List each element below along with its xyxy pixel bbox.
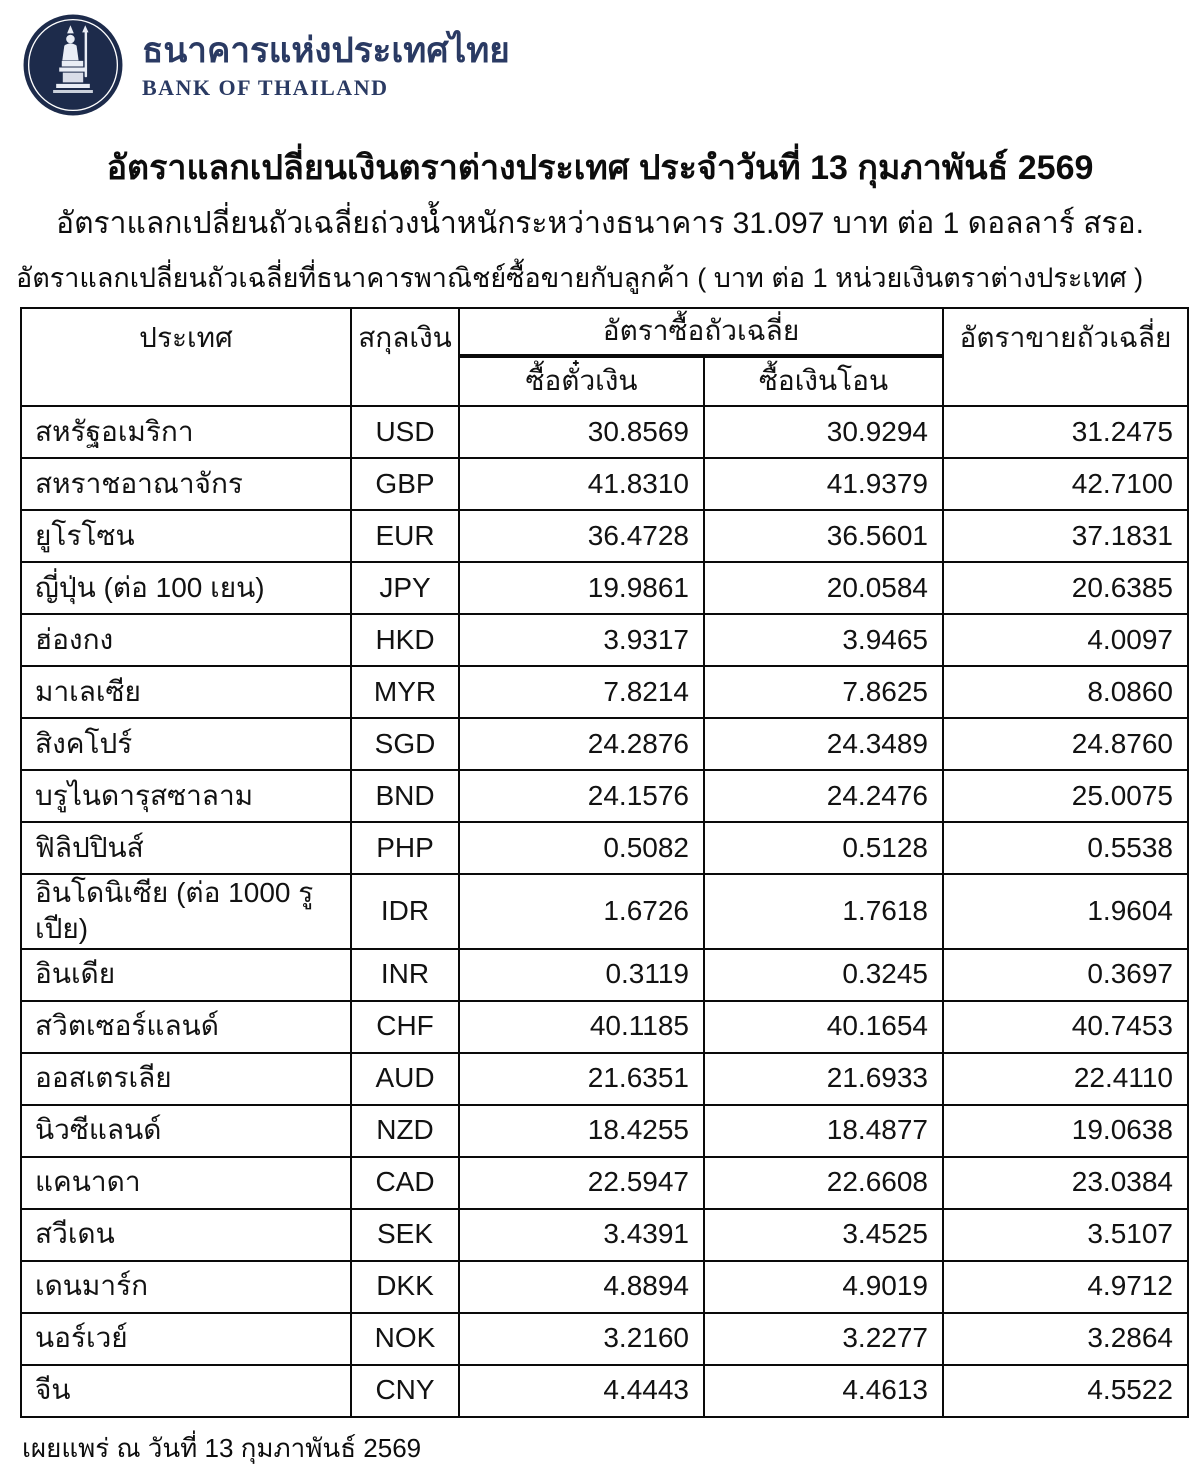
buying-sight-cell: 3.9317 — [459, 614, 704, 666]
table-row — [21, 1105, 1188, 1157]
selling-cell: 0.3697 — [943, 949, 1188, 1001]
selling-cell: 0.5538 — [943, 822, 1188, 874]
country-cell: ญี่ปุ่น (ต่อ 100 เยน) — [21, 562, 351, 614]
currency-cell: NOK — [351, 1313, 459, 1365]
buying-transfer-cell: 22.6608 — [704, 1157, 943, 1209]
buying-transfer-cell: 36.5601 — [704, 510, 943, 562]
buying-sight-cell: 3.4391 — [459, 1209, 704, 1261]
currency-cell: INR — [351, 949, 459, 1001]
country-cell: อินเดีย — [21, 949, 351, 1001]
brand-header — [0, 0, 1200, 120]
buying-transfer-cell: 7.8625 — [704, 666, 943, 718]
buying-transfer-cell: 20.0584 — [704, 562, 943, 614]
country-cell: มาเลเซีย — [21, 666, 351, 718]
currency-cell: EUR — [351, 510, 459, 562]
selling-cell: 3.5107 — [943, 1209, 1188, 1261]
page-title: อัตราแลกเปลี่ยนเงินตราต่างประเทศ ประจำวันที่ 13 กุมภาพันธ์ 2569 — [106, 149, 1094, 187]
table-header — [21, 308, 1188, 406]
buying-transfer-cell: 1.7618 — [704, 874, 943, 949]
country-cell: จีน — [21, 1365, 351, 1417]
currency-cell: DKK — [351, 1261, 459, 1313]
country-cell: สวีเดน — [21, 1209, 351, 1261]
selling-cell: 37.1831 — [943, 510, 1188, 562]
buying-sight-cell: 24.1576 — [459, 770, 704, 822]
currency-cell: SGD — [351, 718, 459, 770]
currency-cell: CAD — [351, 1157, 459, 1209]
table-row — [21, 510, 1188, 562]
buying-sight-cell: 4.8894 — [459, 1261, 704, 1313]
currency-cell: USD — [351, 406, 459, 458]
interbank-average-subtitle: อัตราแลกเปลี่ยนถัวเฉลี่ยถ่วงน้ำหนักระหว่างธนาคาร 31.097 บาท ต่อ 1 ดอลลาร์ สรอ. — [56, 206, 1144, 240]
table-row — [21, 1001, 1188, 1053]
selling-cell: 22.4110 — [943, 1053, 1188, 1105]
table-row — [21, 614, 1188, 666]
buying-sight-cell: 18.4255 — [459, 1105, 704, 1157]
buying-transfer-cell: 40.1654 — [704, 1001, 943, 1053]
col-header-buying: อัตราซื้อถัวเฉลี่ย — [459, 308, 943, 356]
selling-cell: 23.0384 — [943, 1157, 1188, 1209]
buying-transfer-cell: 4.9019 — [704, 1261, 943, 1313]
selling-cell: 8.0860 — [943, 666, 1188, 718]
selling-cell: 25.0075 — [943, 770, 1188, 822]
buying-transfer-cell: 0.5128 — [704, 822, 943, 874]
currency-cell: CNY — [351, 1365, 459, 1417]
country-cell: นอร์เวย์ — [21, 1313, 351, 1365]
buying-transfer-cell: 24.2476 — [704, 770, 943, 822]
bank-of-thailand-logo-icon — [22, 14, 124, 116]
table-row — [21, 1313, 1188, 1365]
country-cell: สหรัฐอเมริกา — [21, 406, 351, 458]
country-cell: ฟิลิปปินส์ — [21, 822, 351, 874]
table-row — [21, 562, 1188, 614]
currency-cell: SEK — [351, 1209, 459, 1261]
table-row — [21, 666, 1188, 718]
buying-transfer-cell: 41.9379 — [704, 458, 943, 510]
table-row — [21, 1365, 1188, 1417]
table-row — [21, 949, 1188, 1001]
table-row — [21, 822, 1188, 874]
published-date: เผยแพร่ ณ วันที่ 13 กุมภาพันธ์ 2569 — [22, 1432, 422, 1463]
table-row — [21, 874, 1188, 949]
buying-sight-cell: 3.2160 — [459, 1313, 704, 1365]
table-row — [21, 770, 1188, 822]
table-row — [21, 718, 1188, 770]
buying-transfer-cell: 30.9294 — [704, 406, 943, 458]
buying-sight-cell: 41.8310 — [459, 458, 704, 510]
country-cell: สิงคโปร์ — [21, 718, 351, 770]
brand-name-thai: ธนาคารแห่งประเทศไทย — [142, 30, 510, 70]
buying-transfer-cell: 0.3245 — [704, 949, 943, 1001]
buying-sight-cell: 0.5082 — [459, 822, 704, 874]
country-cell: ออสเตรเลีย — [21, 1053, 351, 1105]
country-cell: แคนาดา — [21, 1157, 351, 1209]
selling-cell: 40.7453 — [943, 1001, 1188, 1053]
buying-sight-cell: 4.4443 — [459, 1365, 704, 1417]
currency-cell: HKD — [351, 614, 459, 666]
currency-cell: PHP — [351, 822, 459, 874]
selling-cell: 19.0638 — [943, 1105, 1188, 1157]
selling-cell: 42.7100 — [943, 458, 1188, 510]
buying-transfer-cell: 3.4525 — [704, 1209, 943, 1261]
country-cell: สหราชอาณาจักร — [21, 458, 351, 510]
country-cell: ฮ่องกง — [21, 614, 351, 666]
buying-sight-cell: 22.5947 — [459, 1157, 704, 1209]
currency-cell: NZD — [351, 1105, 459, 1157]
exchange-rates-table — [20, 307, 1189, 1418]
buying-sight-cell: 30.8569 — [459, 406, 704, 458]
buying-transfer-cell: 4.4613 — [704, 1365, 943, 1417]
selling-cell: 1.9604 — [943, 874, 1188, 949]
currency-cell: GBP — [351, 458, 459, 510]
buying-sight-cell: 21.6351 — [459, 1053, 704, 1105]
currency-cell: BND — [351, 770, 459, 822]
buying-transfer-cell: 3.9465 — [704, 614, 943, 666]
buying-transfer-cell: 3.2277 — [704, 1313, 943, 1365]
selling-cell: 4.5522 — [943, 1365, 1188, 1417]
buying-transfer-cell: 24.3489 — [704, 718, 943, 770]
currency-cell: AUD — [351, 1053, 459, 1105]
brand-names — [142, 30, 510, 101]
country-cell: สวิตเซอร์แลนด์ — [21, 1001, 351, 1053]
buying-transfer-cell: 18.4877 — [704, 1105, 943, 1157]
selling-cell: 31.2475 — [943, 406, 1188, 458]
customer-rate-note: อัตราแลกเปลี่ยนถัวเฉลี่ยที่ธนาคารพาณิชย์ซื้อขายกับลูกค้า ( บาท ต่อ 1 หน่วยเงินตราต่างประเทศ ) — [16, 263, 1144, 294]
country-cell: ยูโรโซน — [21, 510, 351, 562]
currency-cell: JPY — [351, 562, 459, 614]
table-row — [21, 1261, 1188, 1313]
selling-cell: 20.6385 — [943, 562, 1188, 614]
col-header-buying-transfer: ซื้อเงินโอน — [704, 356, 943, 406]
buying-sight-cell: 1.6726 — [459, 874, 704, 949]
buying-sight-cell: 0.3119 — [459, 949, 704, 1001]
buying-sight-cell: 40.1185 — [459, 1001, 704, 1053]
currency-cell: MYR — [351, 666, 459, 718]
currency-cell: IDR — [351, 874, 459, 949]
col-header-country: ประเทศ — [21, 308, 351, 406]
country-cell: บรูไนดารุสซาลาม — [21, 770, 351, 822]
selling-cell: 3.2864 — [943, 1313, 1188, 1365]
col-header-currency: สกุลเงิน — [351, 308, 459, 406]
buying-sight-cell: 19.9861 — [459, 562, 704, 614]
country-cell: นิวซีแลนด์ — [21, 1105, 351, 1157]
buying-sight-cell: 7.8214 — [459, 666, 704, 718]
rates-table-body — [21, 406, 1188, 1417]
table-row — [21, 406, 1188, 458]
country-cell: เดนมาร์ก — [21, 1261, 351, 1313]
col-header-selling: อัตราขายถัวเฉลี่ย — [943, 308, 1188, 406]
table-row — [21, 1209, 1188, 1261]
table-row — [21, 458, 1188, 510]
buying-transfer-cell: 21.6933 — [704, 1053, 943, 1105]
buying-sight-cell: 36.4728 — [459, 510, 704, 562]
buying-sight-cell: 24.2876 — [459, 718, 704, 770]
selling-cell: 24.8760 — [943, 718, 1188, 770]
selling-cell: 4.0097 — [943, 614, 1188, 666]
country-cell: อินโดนิเซีย (ต่อ 1000 รูเปีย) — [21, 874, 351, 949]
table-row — [21, 1157, 1188, 1209]
table-row — [21, 1053, 1188, 1105]
currency-cell: CHF — [351, 1001, 459, 1053]
col-header-buying-sight: ซื้อตั๋วเงิน — [459, 356, 704, 406]
brand-name-english: BANK OF THAILAND — [142, 74, 389, 100]
selling-cell: 4.9712 — [943, 1261, 1188, 1313]
